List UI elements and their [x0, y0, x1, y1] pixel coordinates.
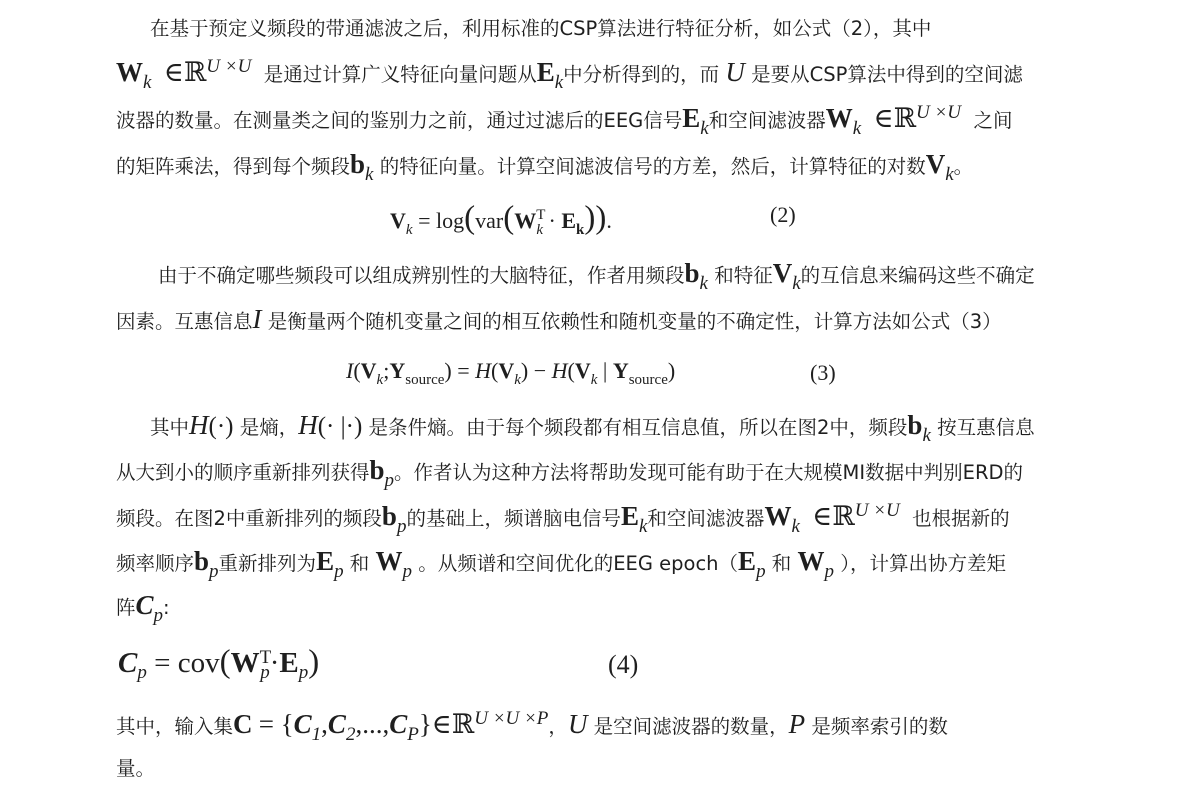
- para3-line1: 其中H(·) 是熵，H(· |·) 是条件熵。由于每个频段都有相互信息值，所以在图2中，频段bk 按互惠信息: [150, 410, 1035, 446]
- para3-line3: 频段。在图2中重新排列的频段bp的基础上，频谱脑电信号Ek和空间滤波器Wk ∈ℝU ×U 也根据新的: [116, 500, 1010, 537]
- para4-line2: 量。: [116, 757, 156, 780]
- equation-4: $C_p = cov(W^T_p\cdot E_p)$: [118, 644, 320, 683]
- para1-line3: 波器的数量。在测量类之间的鉴别力之前，通过过滤后的EEG信号Ek和空间滤波器Wk ∈ℝU ×U 之间: [116, 102, 1013, 139]
- para3-line4: 频率顺序bp重新排列为Ep 和 Wp 。从频谱和空间优化的EEG epoch（Ep 和 Wp ），计算出协方差矩: [116, 546, 1006, 582]
- equation-4-number: (4): [608, 650, 639, 679]
- para2-line2: 因素。互惠信息I 是衡量两个随机变量之间的相互依赖性和随机变量的不确定性，计算方法如公式（3）: [116, 304, 1002, 334]
- equation-3: $I(V_k;Y_{source}) = H(V_k) - H(V_k$ | $Y_{source}$): [346, 358, 676, 388]
- para1-line1: 在基于预定义频段的带通滤波之后，利用标准的CSP算法进行特征分析，如公式（2），其中: [150, 17, 932, 40]
- para4-line1: 其中，输入集C = {C1,C2,...,CP}∈ℝU ×U ×P，U 是空间滤波器的数量，P 是频率索引的数: [116, 708, 948, 745]
- equation-2: $V_k = \log(var(W^T_k \cdot E_k))$.: [390, 200, 612, 238]
- para1-line2: Wk ∈ℝU ×U 是通过计算广义特征向量问题从Ek中分析得到的，而 U 是要从CSP算法中得到的空间滤: [116, 56, 1023, 93]
- equation-2-number: (2): [770, 202, 796, 227]
- para2-line1: 由于不确定哪些频段可以组成辨别性的大脑特征，作者用频段bk 和特征Vk的互信息来编码这些不确定: [158, 258, 1035, 294]
- para1-line4: 的矩阵乘法，得到每个频段bk 的特征向量。计算空间滤波信号的方差，然后，计算特征的对数Vk。: [116, 149, 974, 185]
- equation-3-number: (3): [810, 360, 836, 385]
- para3-line5: 阵Cp:: [116, 590, 170, 626]
- para3-line2: 从大到小的顺序重新排列获得bp。作者认为这种方法将帮助发现可能有助于在大规模MI数据中判别ERD的: [116, 455, 1024, 491]
